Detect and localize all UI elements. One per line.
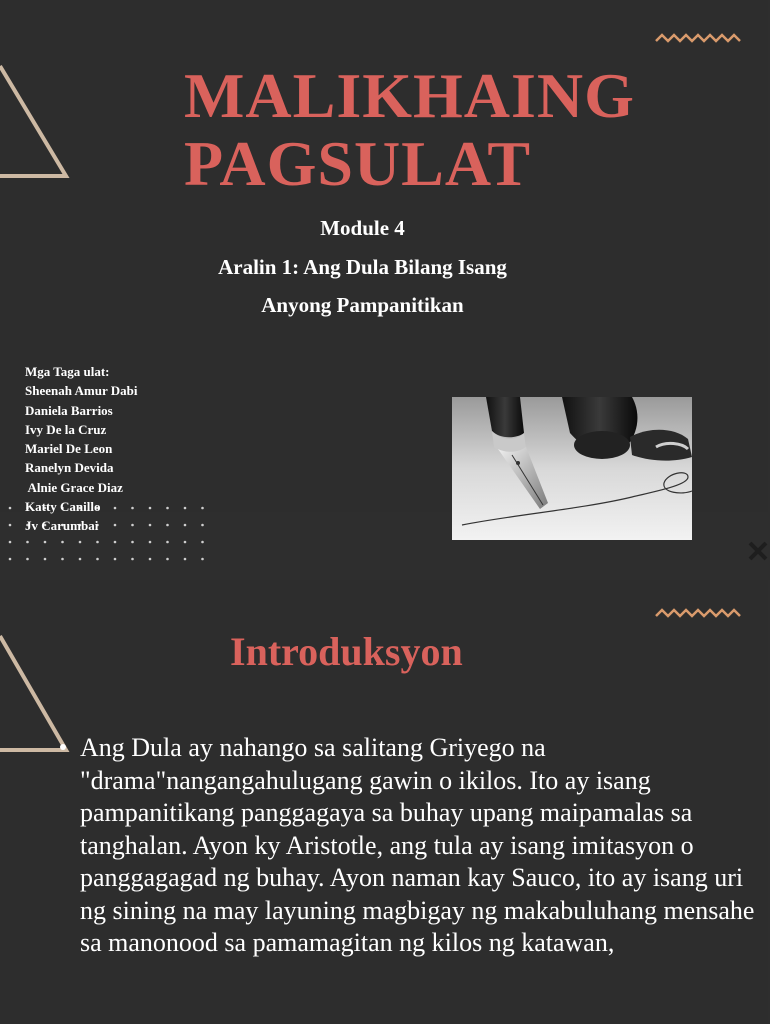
decor-dot bbox=[61, 558, 64, 561]
reporter-name: Sheenah Amur Dabi bbox=[25, 383, 138, 399]
decor-dot bbox=[26, 541, 29, 544]
decor-dot bbox=[131, 541, 134, 544]
decor-dot bbox=[184, 524, 187, 527]
decor-dot bbox=[131, 558, 134, 561]
decor-dot bbox=[201, 507, 204, 510]
decor-dot bbox=[166, 507, 169, 510]
reporter-name: Alnie Grace Diaz bbox=[25, 479, 123, 495]
reporters-list bbox=[25, 362, 137, 536]
reporter-name: Katty Canillo bbox=[25, 499, 101, 515]
decor-dot bbox=[9, 558, 12, 561]
triangle-decoration bbox=[0, 590, 80, 790]
module-label: Module 4 bbox=[320, 216, 405, 240]
decor-dot bbox=[96, 558, 99, 561]
decor-dot bbox=[201, 558, 204, 561]
title-line-2: PAGSULAT bbox=[184, 128, 531, 199]
title-line-1: MALIKHAING bbox=[184, 60, 635, 131]
reporter-name: Ivy De la Cruz bbox=[25, 421, 107, 437]
decor-dot bbox=[9, 507, 12, 510]
reporters-heading: Mga Taga ulat: bbox=[25, 364, 110, 379]
decor-dot bbox=[149, 558, 152, 561]
intro-paragraph: Ang Dula ay nahango sa salitang Griyego na "drama"nangangahulugang gawin o ikilos. Ito ay isang pampanitikang panggagaya sa buhay upang maipamalas sa tanghalan. Ayon ky Aristotle, ang tula ay isang imitasyon o panggagagad ng buhay. Ayon naman kay Sauco, ito ay isang uri ng sining na may layuning magbigay ng makabuluhang mensahe sa manonood sa pamamagitan ng kilos ng katawan, bbox=[80, 733, 755, 957]
fountain-pen-image bbox=[452, 397, 692, 540]
lesson-title-line-2: Anyong Pampanitikan bbox=[261, 293, 464, 317]
slide-2 bbox=[0, 580, 768, 1024]
zigzag-decoration bbox=[654, 604, 746, 622]
decor-dot bbox=[9, 541, 12, 544]
decor-dot bbox=[184, 541, 187, 544]
decor-dot bbox=[96, 541, 99, 544]
decor-dot bbox=[114, 558, 117, 561]
decor-dot bbox=[44, 541, 47, 544]
decor-dot bbox=[44, 558, 47, 561]
triangle-decoration bbox=[0, 40, 80, 240]
decor-dot bbox=[79, 558, 82, 561]
decor-dot bbox=[201, 524, 204, 527]
decor-dot bbox=[26, 558, 29, 561]
reporter-name: Daniela Barrios bbox=[25, 402, 113, 418]
decor-dot bbox=[184, 558, 187, 561]
decor-dot bbox=[166, 541, 169, 544]
decor-dot bbox=[149, 541, 152, 544]
decor-dot bbox=[149, 507, 152, 510]
decor-dot bbox=[61, 541, 64, 544]
decor-dot bbox=[184, 507, 187, 510]
close-x-decoration bbox=[746, 539, 770, 563]
decor-dot bbox=[9, 524, 12, 527]
decor-dot bbox=[166, 558, 169, 561]
section-title: Introduksyon bbox=[230, 629, 463, 674]
decor-dot bbox=[166, 524, 169, 527]
decor-dot bbox=[201, 541, 204, 544]
lesson-title-line-1: Aralin 1: Ang Dula Bilang Isang bbox=[218, 255, 507, 279]
decor-dot bbox=[149, 524, 152, 527]
bullet-icon bbox=[60, 744, 66, 750]
reporter-name: Ranelyn Devida bbox=[25, 460, 114, 476]
decor-dot bbox=[114, 541, 117, 544]
decor-dot bbox=[79, 541, 82, 544]
zigzag-decoration bbox=[654, 29, 746, 47]
reporter-name: Jv Carumbai bbox=[25, 518, 99, 534]
reporter-name: Mariel De Leon bbox=[25, 441, 113, 457]
